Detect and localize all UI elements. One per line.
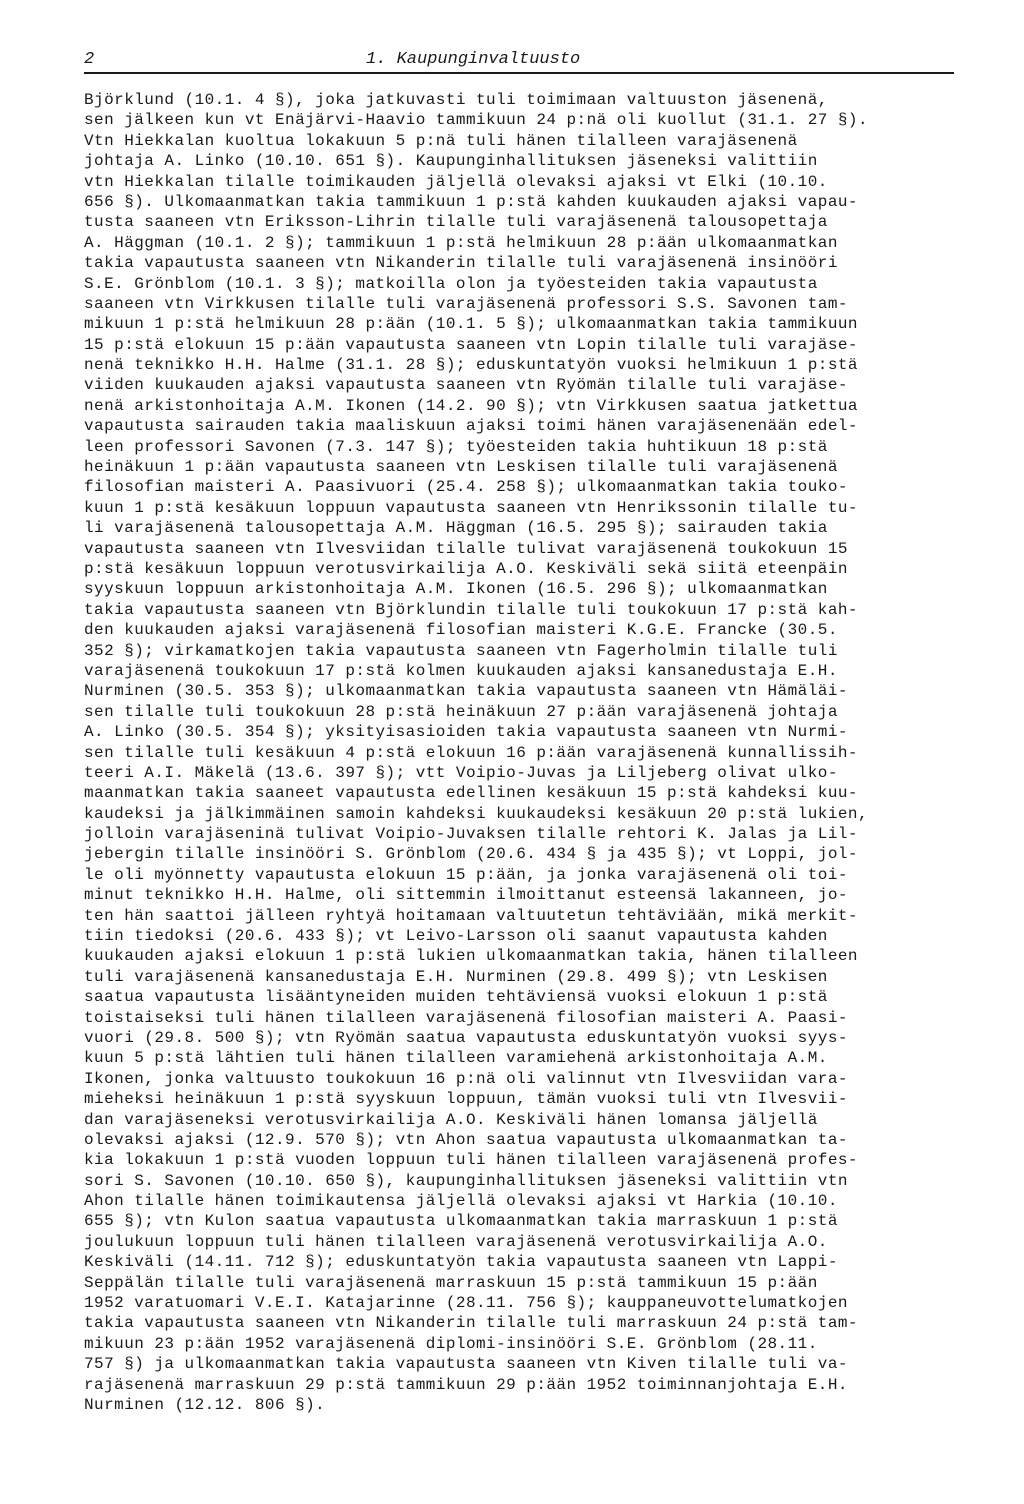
text-line: S.E. Grönblom (10.1. 3 §); matkoilla olon ja työesteiden takia vapautusta — [84, 274, 818, 293]
text-line: 352 §); virkamatkojen takia vapautusta saaneen vtn Fagerholmin tilalle tuli — [84, 641, 838, 660]
text-line: A. Häggman (10.1. 2 §); tammikuun 1 p:stä helmikuun 28 p:ään ulkomaanmatkan — [84, 233, 838, 252]
text-line: kaudeksi ja jälkimmäinen samoin kahdeksi kuukaudeksi kesäkuun 20 p:stä lukien, — [84, 804, 869, 823]
text-line: vuori (29.8. 500 §); vtn Ryömän saatua vapautusta eduskuntatyön vuoksi syys- — [84, 1028, 848, 1047]
text-line: tiin tiedoksi (20.6. 433 §); vt Leivo-Larsson oli saanut vapautusta kahden — [84, 927, 828, 946]
text-line: varajäsenenä toukokuun 17 p:stä kolmen kuukauden ajaksi kansanedustaja E.H. — [84, 661, 838, 680]
text-line: sen jälkeen kun vt Enäjärvi-Haavio tammikuun 24 p:nä oli kuollut (31.1. 27 §). — [84, 111, 869, 130]
text-line: sen tilalle tuli toukokuun 28 p:stä heinäkuun 27 p:ään varajäsenenä johtaja — [84, 702, 838, 721]
text-line: p:stä kesäkuun loppuun verotusvirkailija A.O. Keskiväli sekä siitä eteenpäin — [84, 559, 848, 578]
body-text — [84, 90, 964, 1415]
text-line: saaneen vtn Virkkusen tilalle tuli varajäsenenä professori S.S. Savonen tam- — [84, 294, 848, 313]
text-line: Nurminen (30.5. 353 §); ulkomaanmatkan takia vapautusta saaneen vtn Hämäläi- — [84, 682, 848, 701]
text-line: Björklund (10.1. 4 §), joka jatkuvasti tuli toimimaan valtuuston jäsenenä, — [84, 91, 828, 109]
text-line: den kuukauden ajaksi varajäsenenä filosofian maisteri K.G.E. Francke (30.5. — [84, 621, 838, 640]
text-line: le oli myönnetty vapautusta elokuun 15 p:ään, ja jonka varajäsenenä oli toi- — [84, 865, 848, 884]
text-line: rajäsenenä marraskuun 29 p:stä tammikuun 29 p:ään 1952 toiminnanjohtaja E.H. — [84, 1375, 848, 1394]
text-line: li varajäsenenä talousopettaja A.M. Häggman (16.5. 295 §); sairauden takia — [84, 519, 828, 538]
text-line: mikuun 23 p:ään 1952 varajäsenenä diplomi-insinööri S.E. Grönblom (28.11. — [84, 1334, 818, 1353]
text-line: sen tilalle tuli kesäkuun 4 p:stä elokuun 16 p:ään varajäsenenä kunnallissih- — [84, 743, 858, 762]
text-line: sori S. Savonen (10.10. 650 §), kaupunginhallituksen jäseneksi valittiin vtn — [84, 1171, 848, 1190]
text-line: 1952 varatuomari V.E.I. Katajarinne (28.11. 756 §); kauppaneuvottelumatkojen — [84, 1294, 848, 1313]
text-line: kuukauden ajaksi elokuun 1 p:stä lukien ulkomaanmatkan takia, hänen tilalleen — [84, 947, 858, 966]
text-line: Ahon tilalle hänen toimikautensa jäljellä olevaksi ajaksi vt Harkia (10.10. — [84, 1192, 838, 1211]
running-title: 1. Kaupunginvaltuusto — [366, 50, 581, 69]
text-line: A. Linko (30.5. 354 §); yksityisasioiden takia vapautusta saaneen vtn Nurmi- — [84, 723, 848, 742]
text-line: jebergin tilalle insinööri S. Grönblom (20.6. 434 § ja 435 §); vt Loppi, jol- — [84, 845, 858, 864]
text-line: syyskuun loppuun arkistonhoitaja A.M. Ikonen (16.5. 296 §); ulkomaanmatkan — [84, 580, 828, 599]
text-line: vtn Hiekkalan tilalle toimikauden jäljellä olevaksi ajaksi vt Elki (10.10. — [84, 172, 828, 191]
text-line: Ikonen, jonka valtuusto toukokuun 16 p:nä oli valinnut vtn Ilvesviidan vara- — [84, 1069, 848, 1088]
text-line: mikuun 1 p:stä helmikuun 28 p:ään (10.1. 5 §); ulkomaanmatkan takia tammikuun — [84, 315, 858, 334]
text-line: filosofian maisteri A. Paasivuori (25.4. 258 §); ulkomaanmatkan takia touko- — [84, 478, 848, 497]
text-line: vapautusta saaneen vtn Ilvesviidan tilalle tulivat varajäsenenä toukokuun 15 — [84, 539, 848, 558]
text-line: minut teknikko H.H. Halme, oli sittemmin ilmoittanut esteensä lakanneen, jo- — [84, 886, 848, 905]
text-line: takia vapautusta saaneen vtn Björklundin tilalle tuli toukokuun 17 p:stä kah- — [84, 600, 858, 619]
text-line: kia lokakuun 1 p:stä vuoden loppuun tuli hänen tilalleen varajäsenenä profes- — [84, 1151, 858, 1170]
text-line: kuun 5 p:stä lähtien tuli hänen tilalleen varamiehenä arkistonhoitaja A.M. — [84, 1049, 828, 1068]
text-line: tuli varajäsenenä kansanedustaja E.H. Nurminen (29.8. 499 §); vtn Leskisen — [84, 967, 828, 986]
text-line: vapautusta sairauden takia maaliskuun ajaksi toimi hänen varajäsenenään edel- — [84, 417, 858, 436]
text-line: 15 p:stä elokuun 15 p:ään vapautusta saaneen vtn Lopin tilalle tuli varajäse- — [84, 335, 858, 354]
text-line: Nurminen (12.12. 806 §). — [84, 1396, 326, 1414]
text-line: 655 §); vtn Kulon saatua vapautusta ulkomaanmatkan takia marraskuun 1 p:stä — [84, 1212, 838, 1231]
text-line: ten hän saattoi jälleen ryhtyä hoitamaan valtuutetun tehtäviään, mikä merkit- — [84, 906, 858, 925]
text-line: Keskiväli (14.11. 712 §); eduskuntatyön takia vapautusta saaneen vtn Lappi- — [84, 1253, 838, 1272]
text-line: olevaksi ajaksi (12.9. 570 §); vtn Ahon saatua vapautusta ulkomaanmatkan ta- — [84, 1130, 848, 1149]
text-line: teeri A.I. Mäkelä (13.6. 397 §); vtt Voipio-Juvas ja Liljeberg olivat ulko- — [84, 763, 838, 782]
header-rule — [84, 72, 954, 74]
text-line: toistaiseksi tuli hänen tilalleen varajäsenenä filosofian maisteri A. Paasi- — [84, 1008, 848, 1027]
text-line: saatua vapautusta lisääntyneiden muiden tehtäviensä vuoksi elokuun 1 p:stä — [84, 988, 828, 1007]
text-line: takia vapautusta saaneen vtn Nikanderin tilalle tuli varajäsenenä insinööri — [84, 254, 838, 273]
text-line: viiden kuukauden ajaksi vapautusta saaneen vtn Ryömän tilalle tuli varajäse- — [84, 376, 848, 395]
text-line: kuun 1 p:stä kesäkuun loppuun vapautusta saaneen vtn Henrikssonin tilalle tu- — [84, 498, 858, 517]
text-line: takia vapautusta saaneen vtn Nikanderin tilalle tuli marraskuun 24 p:stä tam- — [84, 1314, 858, 1333]
text-line: joulukuun loppuun tuli hänen tilalleen varajäsenenä verotusvirkailija A.O. — [84, 1232, 828, 1251]
text-line: johtaja A. Linko (10.10. 651 §). Kaupunginhallituksen jäseneksi valittiin — [84, 152, 818, 171]
text-line: maanmatkan takia saaneet vapautusta edellinen kesäkuun 15 p:stä kahdeksi kuu- — [84, 784, 858, 803]
text-line: nenä arkistonhoitaja A.M. Ikonen (14.2. 90 §); vtn Virkkusen saatua jatkettua — [84, 396, 858, 415]
text-line: leen professori Savonen (7.3. 147 §); työesteiden takia huhtikuun 18 p:stä — [84, 437, 828, 456]
page-header — [84, 50, 954, 74]
text-line: Seppälän tilalle tuli varajäsenenä marraskuun 15 p:stä tammikuun 15 p:ään — [84, 1273, 818, 1292]
page-number: 2 — [84, 50, 95, 69]
text-line: tusta saaneen vtn Eriksson-Lihrin tilalle tuli varajäsenenä talousopettaja — [84, 213, 828, 232]
text-line: dan varajäseneksi verotusvirkailija A.O. Keskiväli hänen lomansa jäljellä — [84, 1110, 818, 1129]
text-line: heinäkuun 1 p:ään vapautusta saaneen vtn Leskisen tilalle tuli varajäsenenä — [84, 458, 838, 477]
text-line: jolloin varajäseninä tulivat Voipio-Juvaksen tilalle rehtori K. Jalas ja Lil- — [84, 825, 858, 844]
text-line: 656 §). Ulkomaanmatkan takia tammikuun 1 p:stä kahden kuukauden ajaksi vapau- — [84, 192, 858, 211]
text-line: nenä teknikko H.H. Halme (31.1. 28 §); eduskuntatyön vuoksi helmikuun 1 p:stä — [84, 356, 858, 375]
text-line: mieheksi heinäkuun 1 p:stä syyskuun loppuun, tämän vuoksi tuli vtn Ilvesvii- — [84, 1090, 848, 1109]
text-line: Vtn Hiekkalan kuoltua lokakuun 5 p:nä tuli hänen tilalleen varajäsenenä — [84, 131, 798, 150]
text-line: 757 §) ja ulkomaanmatkan takia vapautusta saaneen vtn Kiven tilalle tuli va- — [84, 1355, 848, 1374]
